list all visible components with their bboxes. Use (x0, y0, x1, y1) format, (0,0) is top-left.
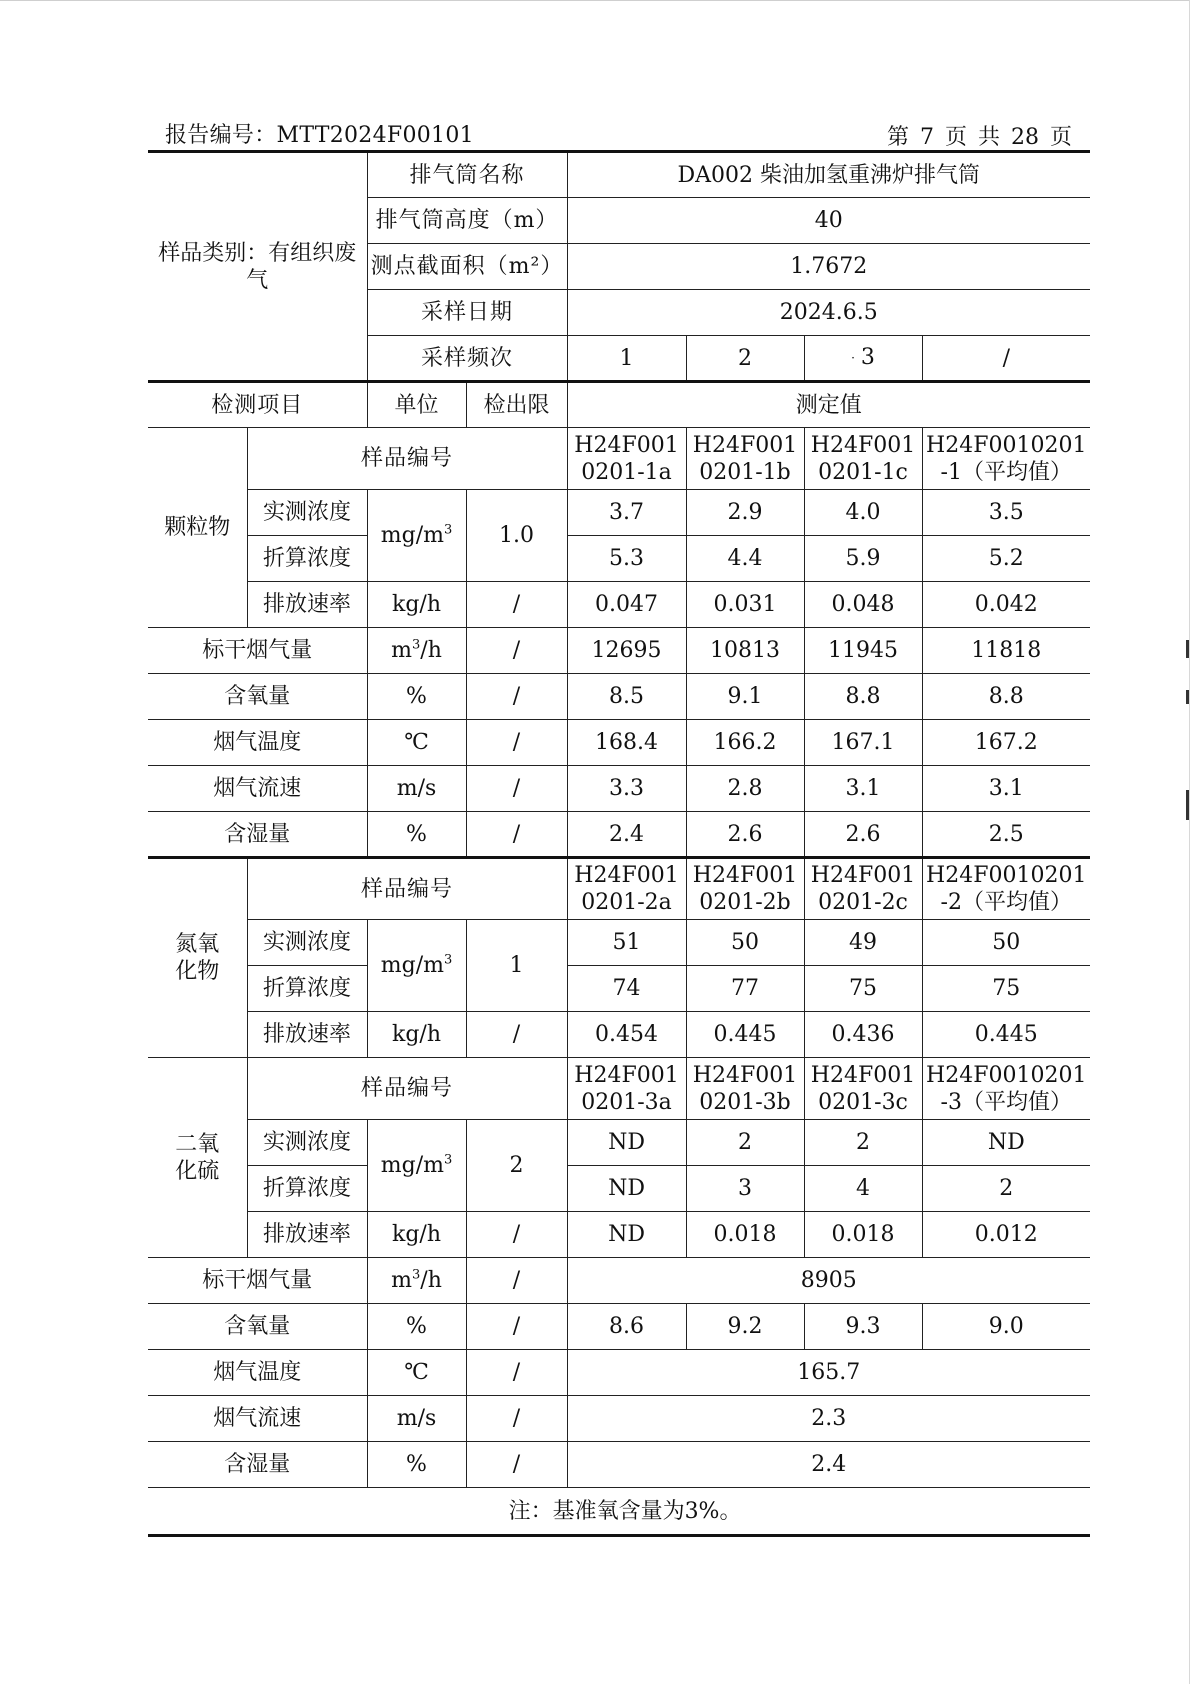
moisture-label: 含湿量 (148, 812, 367, 858)
limit-cell: / (466, 812, 567, 858)
value-cell-merged: 165.7 (567, 1350, 1090, 1396)
scan-edge-mark (1186, 690, 1189, 704)
sample-id-avg: H24F0010201 -2（平均值） (922, 858, 1090, 920)
particulate-name: 颗粒物 (148, 428, 247, 628)
value-cell: 4 (804, 1166, 922, 1212)
value-cell: 8.6 (567, 1304, 686, 1350)
rate-label: 排放速率 (247, 1212, 367, 1258)
value-cell: 75 (922, 966, 1090, 1012)
sample-id: H24F001 0201-1b (686, 428, 804, 490)
value-cell: ND (567, 1120, 686, 1166)
value-cell: 0.018 (686, 1212, 804, 1258)
sampling-date: 2024.6.5 (567, 290, 1090, 336)
measured-label: 实测浓度 (247, 490, 367, 536)
nox-limit: 1 (466, 920, 567, 1012)
value-cell: ND (567, 1212, 686, 1258)
value-cell: ND (922, 1120, 1090, 1166)
unit-rate: kg/h (367, 1212, 466, 1258)
value-cell: 9.3 (804, 1304, 922, 1350)
col-header-value: 测定值 (567, 382, 1090, 428)
col-header-item: 检测项目 (148, 382, 367, 428)
value-cell: 12695 (567, 628, 686, 674)
value-cell: 2.6 (804, 812, 922, 858)
value-cell: 0.454 (567, 1012, 686, 1058)
value-cell: ND (567, 1166, 686, 1212)
measured-label: 实测浓度 (247, 1120, 367, 1166)
value-cell: 0.047 (567, 582, 686, 628)
measured-label: 实测浓度 (247, 920, 367, 966)
limit-cell: / (466, 1258, 567, 1304)
value-cell: 5.3 (567, 536, 686, 582)
particulate-limit: 1.0 (466, 490, 567, 582)
flow-label: 标干烟气量 (148, 628, 367, 674)
limit-cell: / (466, 1396, 567, 1442)
stack-height-label: 排气筒高度（m） (367, 198, 567, 244)
limit-cell: / (466, 1442, 567, 1488)
temperature-label: 烟气温度 (148, 720, 367, 766)
value-cell: 2.8 (686, 766, 804, 812)
sampling-date-label: 采样日期 (367, 290, 567, 336)
oxygen-label: 含氧量 (148, 674, 367, 720)
value-cell: 0.012 (922, 1212, 1090, 1258)
unit-percent: % (367, 812, 466, 858)
value-cell: 11818 (922, 628, 1090, 674)
value-cell-merged: 2.3 (567, 1396, 1090, 1442)
unit-flow: $m^3/h$ (367, 628, 466, 674)
frequency-3: · 3 (804, 336, 922, 382)
velocity-label: 烟气流速 (148, 766, 367, 812)
col-header-unit: 单位 (367, 382, 466, 428)
limit-cell: / (466, 766, 567, 812)
sample-id: H24F001 0201-2a (567, 858, 686, 920)
value-cell: 2.9 (686, 490, 804, 536)
unit-rate: kg/h (367, 1012, 466, 1058)
frequency-label: 采样频次 (367, 336, 567, 382)
value-cell: 77 (686, 966, 804, 1012)
value-cell: 0.445 (922, 1012, 1090, 1058)
report-table (148, 150, 1090, 1537)
unit-percent: % (367, 674, 466, 720)
value-cell: 0.042 (922, 582, 1090, 628)
unit-speed: m/s (367, 766, 466, 812)
limit-cell: / (466, 1304, 567, 1350)
value-cell: 0.445 (686, 1012, 804, 1058)
value-cell: 5.2 (922, 536, 1090, 582)
section-area: 1.7672 (567, 244, 1090, 290)
page-info: 第 7 页 共 28 页 (887, 125, 1072, 150)
value-cell: 166.2 (686, 720, 804, 766)
value-cell: 2.6 (686, 812, 804, 858)
scan-dot: · (851, 350, 855, 365)
value-cell: 11945 (804, 628, 922, 674)
converted-label: 折算浓度 (247, 1166, 367, 1212)
note: 注：基准氧含量为3%。 (148, 1488, 1090, 1536)
value-cell: 8.8 (922, 674, 1090, 720)
stack-name: DA002 柴油加氢重沸炉排气筒 (567, 152, 1090, 198)
section-area-label: 测点截面积（m²） (367, 244, 567, 290)
sample-id: H24F001 0201-3c (804, 1058, 922, 1120)
scan-edge-mark (1186, 790, 1189, 820)
report-number-label: 报告编号： (165, 123, 277, 148)
col-header-limit: 检出限 (466, 382, 567, 428)
oxygen-label: 含氧量 (148, 1304, 367, 1350)
value-cell: 3.3 (567, 766, 686, 812)
value-cell: 3.1 (804, 766, 922, 812)
limit-cell: / (466, 1012, 567, 1058)
value-cell: 51 (567, 920, 686, 966)
unit-flow: $m^3/h$ (367, 1258, 466, 1304)
value-cell: 49 (804, 920, 922, 966)
value-cell: 50 (686, 920, 804, 966)
rate-label: 排放速率 (247, 582, 367, 628)
unit-speed: m/s (367, 1396, 466, 1442)
limit-cell: / (466, 628, 567, 674)
value-cell: 9.1 (686, 674, 804, 720)
frequency-avg: / (922, 336, 1090, 382)
sample-id: H24F001 0201-2b (686, 858, 804, 920)
sample-id: H24F001 0201-3a (567, 1058, 686, 1120)
sample-id: H24F001 0201-3b (686, 1058, 804, 1120)
page-header (148, 112, 1088, 152)
value-cell: 75 (804, 966, 922, 1012)
stack-height: 40 (567, 198, 1090, 244)
frequency-2: 2 (686, 336, 804, 382)
so2-limit: 2 (466, 1120, 567, 1212)
sample-id: H24F001 0201-1c (804, 428, 922, 490)
value-cell: 0.048 (804, 582, 922, 628)
value-cell: 4.4 (686, 536, 804, 582)
value-cell: 167.2 (922, 720, 1090, 766)
flow-label: 标干烟气量 (148, 1258, 367, 1304)
unit-conc: $mg/m^3$ (367, 1120, 466, 1212)
value-cell: 3 (686, 1166, 804, 1212)
report-number-value: MTT2024F00101 (276, 123, 474, 148)
value-cell: 0.436 (804, 1012, 922, 1058)
value-cell: 168.4 (567, 720, 686, 766)
report-number (165, 118, 474, 149)
limit-cell: / (466, 674, 567, 720)
stack-name-label: 排气筒名称 (367, 152, 567, 198)
unit-conc: $mg/m^3$ (367, 920, 466, 1012)
value-cell: 5.9 (804, 536, 922, 582)
value-cell: 4.0 (804, 490, 922, 536)
scan-edge-top (0, 0, 1190, 1)
unit-percent: % (367, 1442, 466, 1488)
value-cell: 3.7 (567, 490, 686, 536)
value-cell: 2 (922, 1166, 1090, 1212)
so2-name: 二氧化硫 (148, 1058, 247, 1258)
converted-label: 折算浓度 (247, 536, 367, 582)
value-cell-merged: 2.4 (567, 1442, 1090, 1488)
value-cell: 8.5 (567, 674, 686, 720)
value-cell: 10813 (686, 628, 804, 674)
rate-label: 排放速率 (247, 1012, 367, 1058)
value-cell: 167.1 (804, 720, 922, 766)
value-cell: 74 (567, 966, 686, 1012)
unit-celsius: ℃ (367, 1350, 466, 1396)
velocity-label: 烟气流速 (148, 1396, 367, 1442)
value-cell: 8.8 (804, 674, 922, 720)
value-cell: 9.2 (686, 1304, 804, 1350)
nox-name: 氮氧化物 (148, 858, 247, 1058)
frequency-1: 1 (567, 336, 686, 382)
value-cell: 2 (686, 1120, 804, 1166)
sample-category: 样品类别：有组织废气 (148, 152, 367, 382)
limit-cell: / (466, 1350, 567, 1396)
value-cell: 2.5 (922, 812, 1090, 858)
sample-id: H24F001 0201-2c (804, 858, 922, 920)
scan-edge-mark (1186, 640, 1189, 658)
sample-no-label: 样品编号 (247, 1058, 567, 1120)
value-cell: 2 (804, 1120, 922, 1166)
sample-id-avg: H24F0010201 -3（平均值） (922, 1058, 1090, 1120)
value-cell: 3.1 (922, 766, 1090, 812)
unit-rate: kg/h (367, 582, 466, 628)
value-cell: 0.031 (686, 582, 804, 628)
converted-label: 折算浓度 (247, 966, 367, 1012)
temperature-label: 烟气温度 (148, 1350, 367, 1396)
limit-cell: / (466, 720, 567, 766)
value-cell: 3.5 (922, 490, 1090, 536)
unit-celsius: ℃ (367, 720, 466, 766)
value-cell: 2.4 (567, 812, 686, 858)
unit-conc: $mg/m^3$ (367, 490, 466, 582)
value-cell: 0.018 (804, 1212, 922, 1258)
limit-cell: / (466, 582, 567, 628)
sample-id-avg: H24F0010201 -1（平均值） (922, 428, 1090, 490)
sample-id: H24F001 0201-1a (567, 428, 686, 490)
value-cell: 9.0 (922, 1304, 1090, 1350)
limit-cell: / (466, 1212, 567, 1258)
sample-no-label: 样品编号 (247, 858, 567, 920)
moisture-label: 含湿量 (148, 1442, 367, 1488)
unit-percent: % (367, 1304, 466, 1350)
value-cell: 50 (922, 920, 1090, 966)
value-cell-merged: 8905 (567, 1258, 1090, 1304)
sample-no-label: 样品编号 (247, 428, 567, 490)
